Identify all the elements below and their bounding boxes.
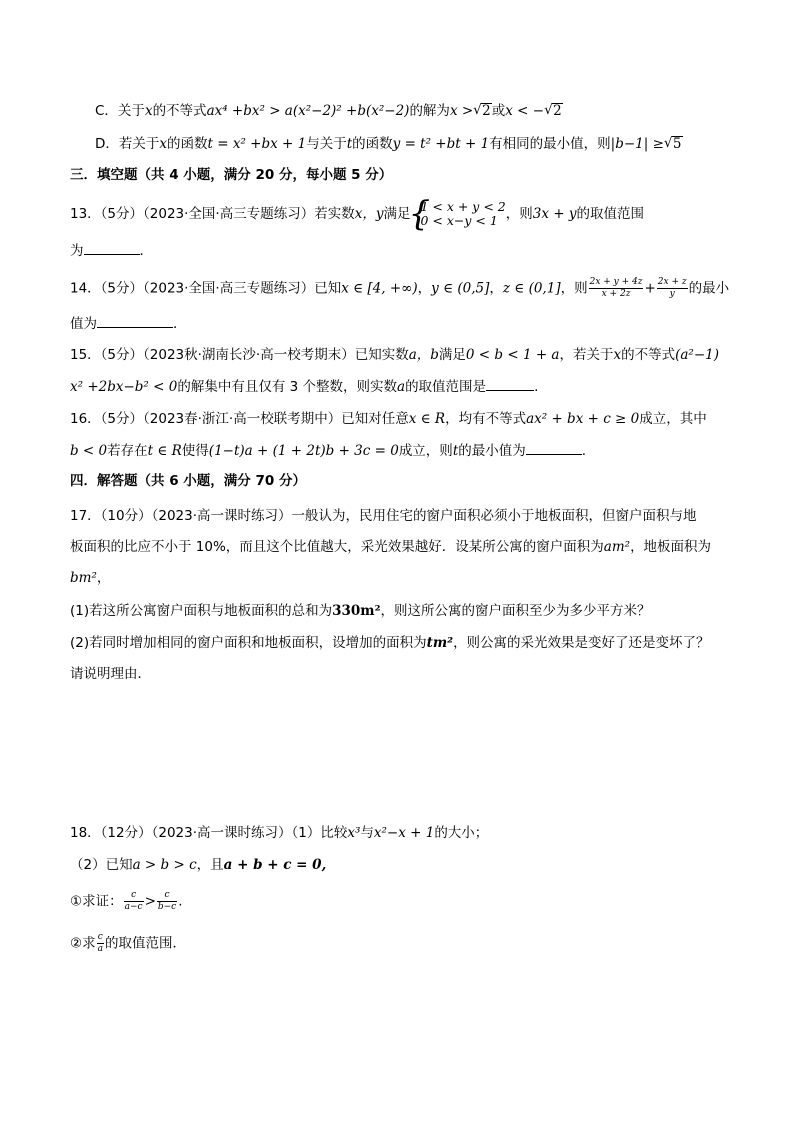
question-17-part1: (1)若这所公寓窗户面积与地板面积的总和为330m²，则这所公寓的窗户面积至少为多少平方米？ [70,603,651,619]
sqrt-5: √ 5 [664,133,683,155]
question-17: 17．（10分）（2023·高一课时练习）一般认为，民用住宅的窗户面积必须小于地板面积，但窗户面积与地 [70,508,697,524]
question-16-cont: b < 0若存在t ∈ R使得(1−t)a + (1 + 2t)b + 3c = 0成立，则t的最小值为 . [70,440,586,462]
option-d: D．若关于x的函数t = x² +bx + 1与关于t的函数y = t² +bt + 1有相同的最小值，则|b−1| ≥√ 5 [95,133,683,155]
section-4-heading: 四．解答题（共 6 小题，满分 70 分） [70,473,306,489]
sqrt-2b: √ 2 [544,100,563,122]
question-16: 16．（5分）（2023春·浙江·高一校联考期中）已知对任意x ∈ R，均有不等式ax² + bx + c ≥ 0成立，其中 [70,411,707,427]
question-17-line2: 板面积的比应不小于 10%，而且这个比值越大，采光效果越好．设某所公寓的窗户面积为am²，地板面积为 [70,539,712,555]
option-c: C．关于x的不等式ax⁴ +bx² > a(x²−2)² +b(x²−2)的解为x >√ 2或x < −√ 2 [95,100,563,122]
question-17-part2-cont: 请说明理由． [70,666,151,682]
section-3-heading: 三．填空题（共 4 小题，满分 20 分，每小题 5 分） [70,167,393,183]
fraction-4: $\frac{c}{b-c}$ [157,890,177,912]
answer-blank-13[interactable] [84,240,140,255]
equation-system: { 1 < x + y < 2 0 < x−y < 1 [408,194,506,234]
question-15-cont: x² +2bx−b² < 0的解集中有且仅有 3 个整数，则实数a的取值范围是 . [70,376,538,398]
question-13: 13．（5分）（2023·全国·高三专题练习）若实数x，y满足 { 1 < x + y < 2 0 < x−y < 1 ，则3x + y的取值范围 [70,194,644,234]
question-18: 18．（12分）（2023·高一课时练习）（1）比较x³与x²−x + 1的大小； [70,825,489,841]
question-14-cont: 值为 ． [70,313,187,335]
question-17-line3: bm²， [70,570,111,586]
question-18-sub1: ①求证： $\frac{c}{a-c}$ > $\frac{c}{b-c}$ . [70,890,183,912]
fraction-1: $\frac{2x + y + 4z}{x + 2z}$ [589,277,643,299]
question-18-part2: （2）已知a > b > c，且a + b + c = 0, [70,857,327,873]
fraction-3: $\frac{c}{a-c}$ [124,890,143,912]
sqrt-2: √ 2 [473,100,492,122]
answer-blank-15[interactable] [486,376,534,391]
question-14: 14．（5分）（2023·全国·高三专题练习）已知x ∈ [4, +∞)，y ∈ (0,5]，z ∈ (0,1]，则 $\frac{2x + y + 4z}{x + 2z}$ + $\frac{2x + z}{y}$ 的最小 [70,277,730,299]
question-13-cont: 为 ． [70,240,153,262]
question-15: 15．（5分）（2023秋·湖南长沙·高一校考期末）已知实数a，b满足0 < b < 1 + a，若关于x的不等式(a²−1) [70,347,720,363]
question-18-sub2: ②求 $\frac{c}{a}$ 的取值范围． [70,932,186,954]
fraction-5: $\frac{c}{a}$ [97,932,103,954]
question-17-part2: (2)若同时增加相同的窗户面积和地板面积，设增加的面积为tm²，则公寓的采光效果是变好了还是变坏了？ [70,635,710,651]
answer-blank-14[interactable] [97,313,173,328]
fraction-2: $\frac{2x + z}{y}$ [657,277,687,299]
answer-blank-16[interactable] [526,440,582,455]
